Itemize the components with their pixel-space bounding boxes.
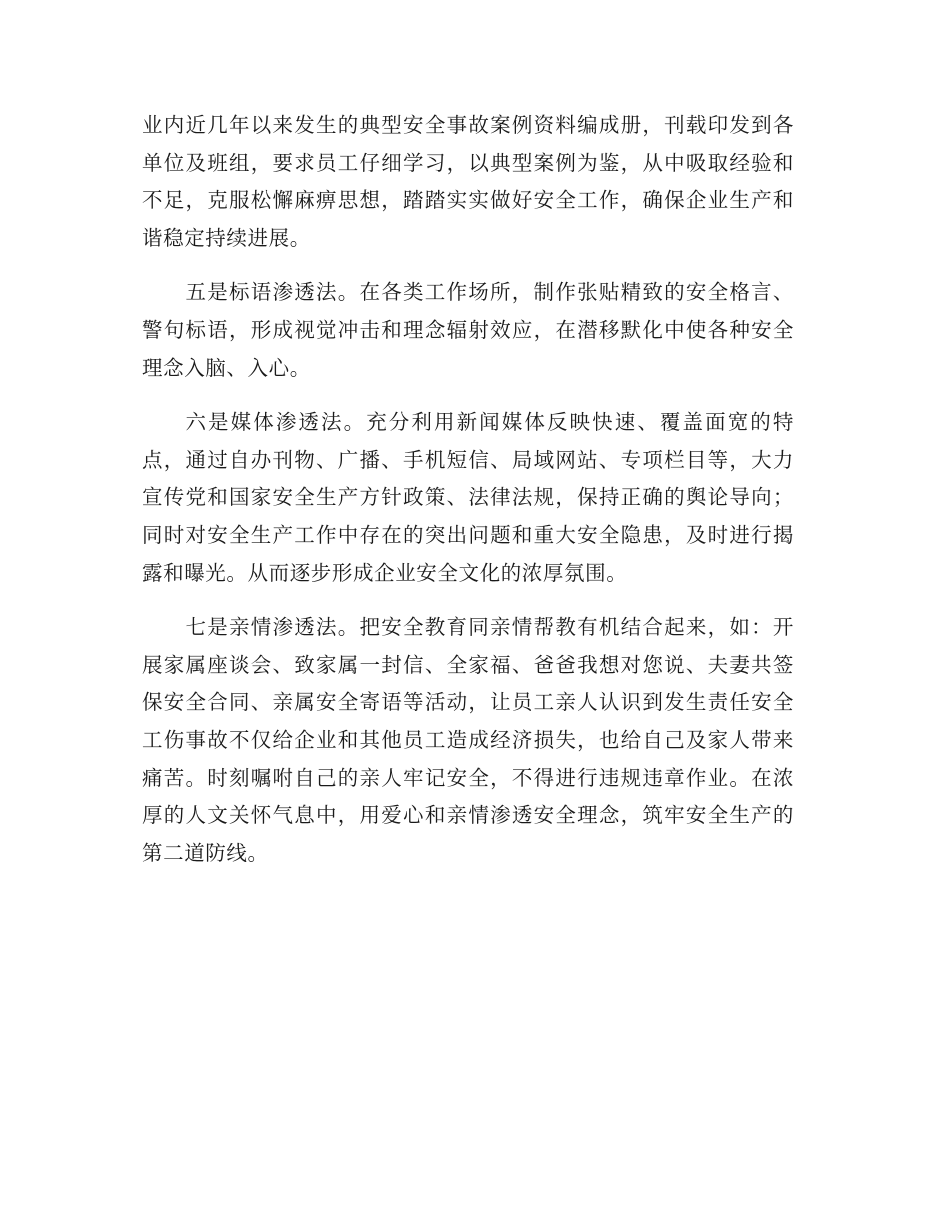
paragraph-continuation: 业内近几年以来发生的典型安全事故案例资料编成册，刊载印发到各单位及班组，要求员工仔细学习，以典型案例为鉴，从中吸取经验和不足，克服松懈麻痹思想，踏踏实实做好安全工作，确保企业生产和谐稳定持续进展。 bbox=[142, 113, 794, 250]
paragraph-slogan-method: 五是标语渗透法。在各类工作场所，制作张贴精致的安全格言、警句标语，形成视觉冲击和理念辐射效应，在潜移默化中使各种安全理念入脑、入心。 bbox=[142, 280, 794, 380]
document-body bbox=[142, 107, 794, 889]
paragraph-media-method: 六是媒体渗透法。充分利用新闻媒体反映快速、覆盖面宽的特点，通过自办刊物、广播、手机短信、局域网站、专项栏目等，大力宣传党和国家安全生产方针政策、法律法规，保持正确的舆论导向；同时对安全生产工作中存在的突出问题和重大安全隐患，及时进行揭露和曝光。从而逐步形成企业安全文化的浓厚氛围。 bbox=[142, 410, 794, 585]
paragraph-family-method: 七是亲情渗透法。把安全教育同亲情帮教有机结合起来，如：开展家属座谈会、致家属一封信、全家福、爸爸我想对您说、夫妻共签保安全合同、亲属安全寄语等活动，让员工亲人认识到发生责任安全工伤事故不仅给企业和其他员工造成经济损失，也给自己及家人带来痛苦。时刻嘱咐自己的亲人牢记安全，不得进行违规违章作业。在浓厚的人文关怀气息中，用爱心和亲情渗透安全理念，筑牢安全生产的第二道防线。 bbox=[142, 615, 794, 865]
